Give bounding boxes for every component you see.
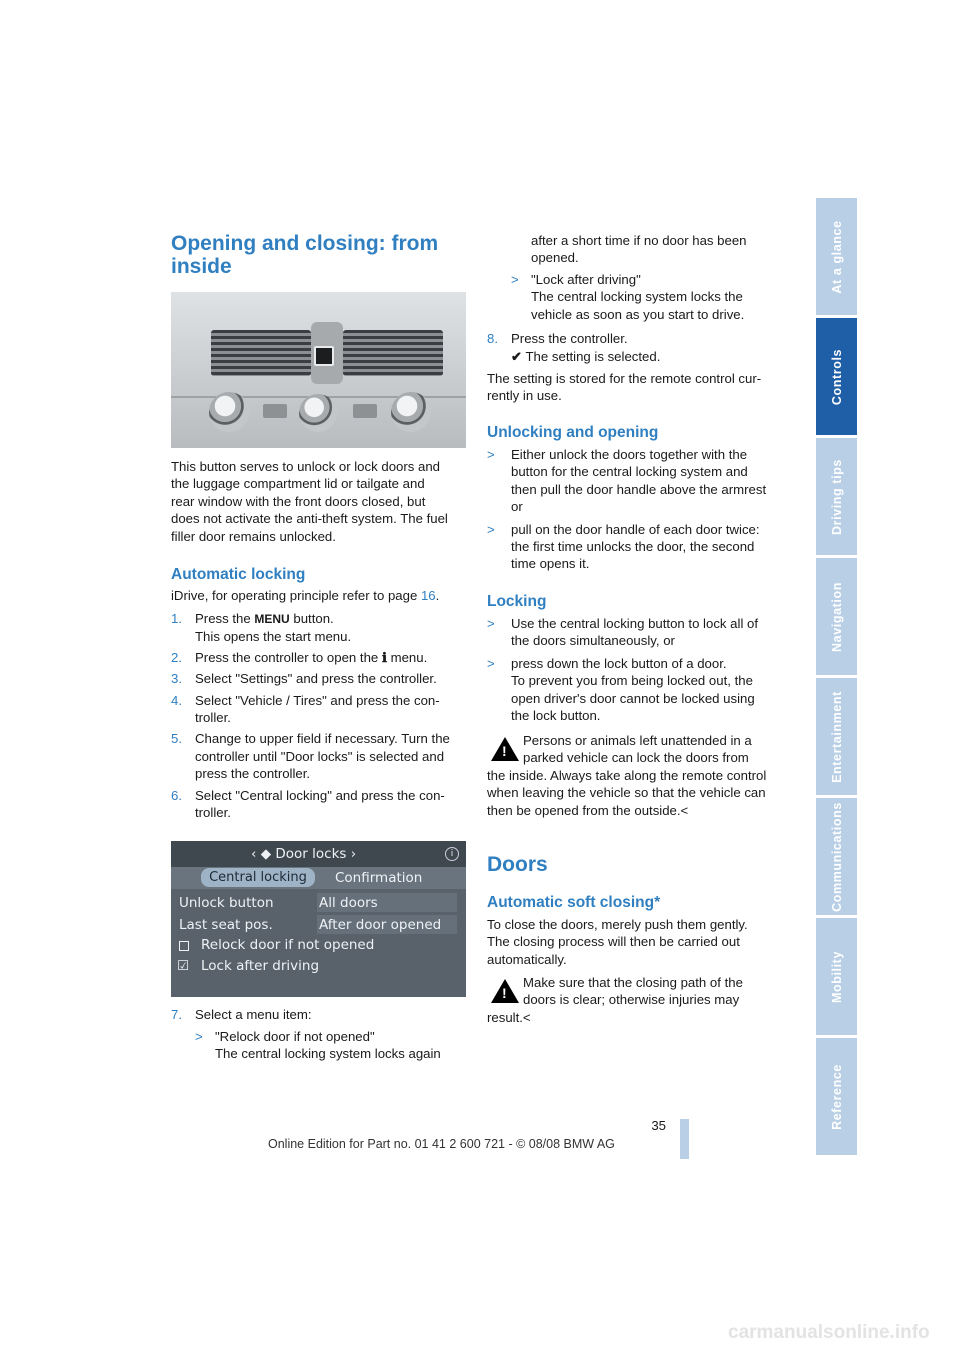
watermark: carmanualsonline.info [728,1322,930,1343]
chevron-left-icon: ‹ [251,846,257,862]
heading-unlocking: Unlocking and opening [487,424,659,441]
menu-button-icon: MENU [254,612,290,626]
chapter-tab-entertainment[interactable]: Entertainment [816,678,857,795]
chapter-tab-driving-tips[interactable]: Driving tips [816,438,857,555]
warning-text-2: Make sure that the closing path of the doors is clear; otherwise injuries may result.< [487,975,743,1025]
chapter-tabs [816,198,857,1158]
page-title: Opening and closing: from inside [171,232,439,278]
chapter-tab-controls[interactable]: Controls [816,318,857,435]
screen-title: ‹ ◆ Door locks › [251,846,357,862]
checkmark-icon: ✔ [511,349,523,364]
bullet-item: > pull on the door handle of each door twice: the first time unlocks the door, the second time opens it. [487,521,760,572]
chapter-tab-communications[interactable]: Communications [816,798,857,915]
checkbox-empty-icon [179,941,189,951]
screen-row-after-door: After door opened [319,917,442,933]
chapter-tab-at-a-glance[interactable]: At a glance [816,198,857,315]
screen-row-unlock-button: Unlock button [179,895,274,911]
tab-central-locking: Central locking [201,868,315,887]
step-3: 3. Select "Settings" and press the controller. [171,671,437,687]
screen-option-relock: Relock door if not opened [201,937,375,953]
tab-confirmation: Confirmation [335,870,423,886]
bullet-item: > press down the lock button of a door. To prevent you from being locked out, the open driver's door cannot be locked using the lock button. [487,655,755,724]
screen-row-all-doors: All doors [319,895,378,911]
chapter-tab-mobility[interactable]: Mobility [816,918,857,1035]
step-8: 8. Press the controller. ✔ The setting is selected. [487,331,661,364]
idrive-screen [171,841,466,997]
stored-text: The setting is stored for the remote control cur- rently in use. [487,371,762,404]
chevron-right-icon: › [350,846,357,862]
step-5: 5. Change to upper field if necessary. Turn the controller until "Door locks" is selected and press the controller. [171,731,450,782]
locking-bullets [487,615,787,729]
step-1: 1. Press the MENU button. This opens the start menu. [171,611,352,645]
chapter-tab-reference[interactable]: Reference [816,1038,857,1155]
info-icon: i [445,847,459,861]
bullet-item: > Use the central locking button to lock all of the doors simultaneously, or [487,616,759,649]
bullet-lock-after-driving: > "Lock after driving" The central locking system locks the vehicle as soon as you start to drive. [511,272,745,322]
step-7: 7. Select a menu item: [171,1007,312,1022]
car-icon: ◆ [260,846,272,862]
screen-option-lock-after-driving: Lock after driving [201,958,320,974]
page-marker [680,1119,689,1159]
lock-button-icon [314,346,334,366]
dashboard-photo [171,292,466,448]
steps-list [171,610,471,825]
heading-locking: Locking [487,593,547,610]
bullet-item: > Either unlock the doors together with the button for the central locking system and then pull the door handle above the armrest or [487,447,767,515]
checkbox-checked-icon: ☑ [177,958,190,974]
unlock-bullets [487,446,787,578]
step-7-bullet: > "Relock door if not opened" The central locking system locks again [195,1029,441,1062]
step-2: 2. Press the controller to open the ℹ menu. [171,649,428,665]
step-6: 6. Select "Central locking" and press the con- troller. [171,787,445,820]
page-number: 35 [651,1118,666,1133]
step-4: 4. Select "Vehicle / Tires" and press the con- troller. [171,692,440,725]
edition-footer: Online Edition for Part no. 01 41 2 600 721 - © 08/08 BMW AG [268,1137,615,1151]
screen-row-last-seat: Last seat pos. [179,917,273,933]
heading-automatic-locking: Automatic locking [171,566,306,583]
chapter-tab-navigation[interactable]: Navigation [816,558,857,675]
intro-text: This button serves to unlock or lock doors and the luggage compartment lid or tailgate and rear window with the front doors closed, but does not activate the anti-theft system. The fuel filler door remains unlocked. [171,459,448,544]
page-link[interactable]: 16 [420,588,436,603]
heading-soft-closing: Automatic soft closing* [487,894,661,911]
soft-closing-text: To close the doors, merely push them gently. The closing process will then be carried out automatically. [487,917,748,967]
idrive-reference: iDrive, for operating principle refer to page 16. [171,588,440,603]
warning-text-1: Persons or animals left unattended in a parked vehicle can lock the doors from the inside. Always take along the remote control when leaving the vehicle so that the vehicle can then be opened from the outside.< [487,733,767,818]
continued-text: after a short time if no door has been opened. [531,233,747,266]
info-icon: ℹ [381,649,387,665]
heading-doors: Doors [487,853,548,876]
